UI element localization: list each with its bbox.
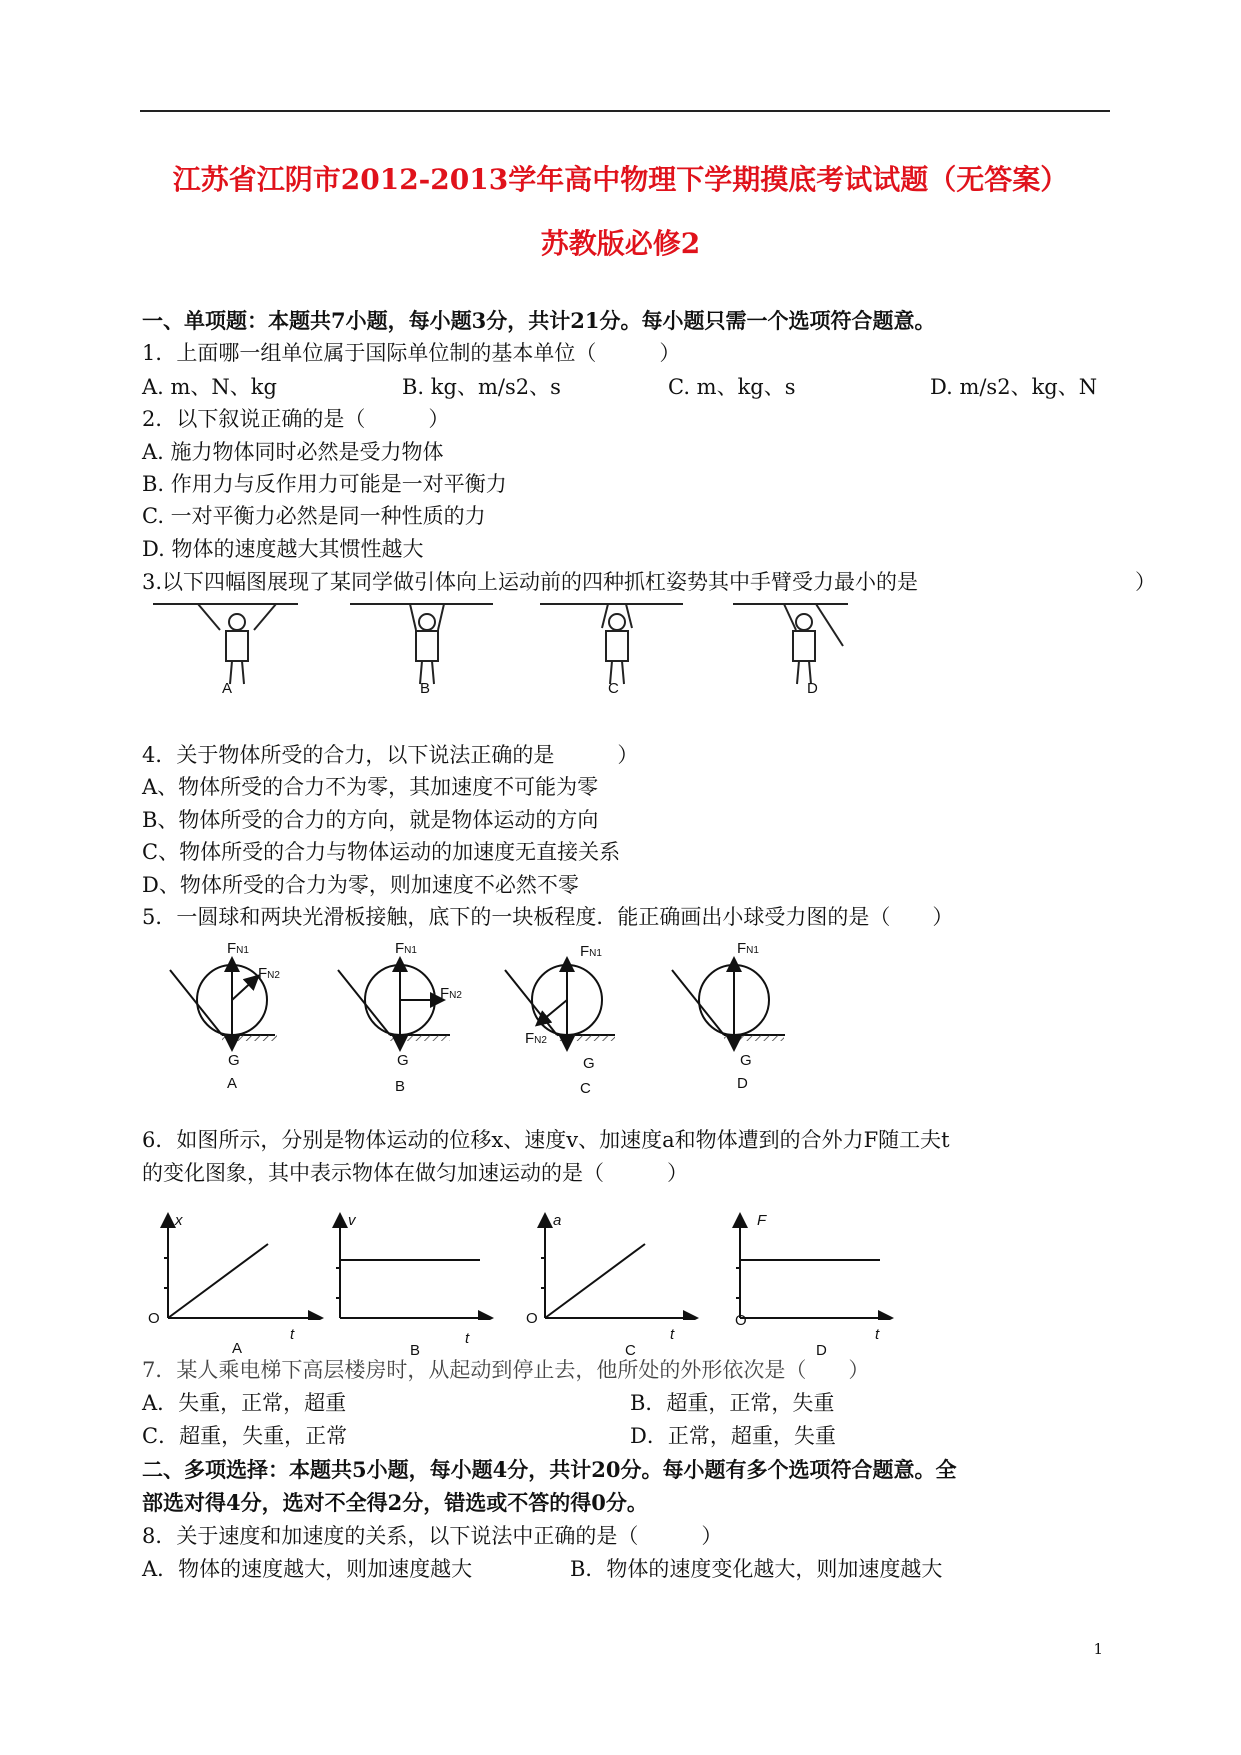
q1-option-b: B. kg、m/s2、s (402, 375, 561, 399)
q8-option-a: A．物体的速度越大，则加速度越大 (142, 1557, 473, 1581)
q6-c-origin: O (526, 1310, 538, 1327)
q2-option-d: D. 物体的速度越大其惯性越大 (142, 537, 424, 561)
header-rule (140, 110, 1110, 112)
q1-stem: 1．上面哪一组单位属于国际单位制的基本单位（ ） (142, 341, 681, 365)
q6-c-ylabel: a (553, 1212, 562, 1229)
q8-option-b: B．物体的速度变化越大，则加速度越大 (570, 1557, 943, 1581)
doc-title-line1: 江苏省江阴市2012-2013学年高中物理下学期摸底考试试题（无答案） (172, 163, 1069, 196)
q3-stem: 3.以下四幅图展现了某同学做引体向上运动前的四种抓杠姿势其中手臂受力最小的是 (142, 570, 919, 594)
q6-a-ylabel: x (175, 1212, 183, 1229)
q7-option-c: C．超重，失重，正常 (142, 1424, 348, 1448)
q2-option-b: B. 作用力与反作用力可能是一对平衡力 (142, 472, 507, 496)
q6-a-origin: O (148, 1310, 160, 1327)
q2-option-c: C. 一对平衡力必然是同一种性质的力 (142, 504, 486, 528)
q6-stem-line1: 6．如图所示，分别是物体运动的位移x、速度v、加速度a和物体遭到的合外力F随工夫t (142, 1128, 950, 1152)
q3-label-d: D (807, 680, 818, 697)
section1-heading: 一、单项题：本题共7小题，每小题3分，共计21分。每小题只需一个选项符合题意。 (142, 308, 936, 333)
q5-label-b: B (395, 1078, 406, 1095)
q6-a-xlabel: t (290, 1326, 295, 1343)
q6-c-label: C (625, 1342, 636, 1359)
q1-option-d: D. m/s2、kg、N (930, 375, 1098, 399)
q5-d-g-label: G (740, 1052, 752, 1069)
q5-label-c: C (580, 1080, 591, 1097)
q5-c-fn1-label: FN1 (580, 943, 602, 960)
q5-b-g-label: G (397, 1052, 409, 1069)
q4-stem: 4．关于物体所受的合力，以下说法正确的是 ） (142, 743, 639, 767)
q2-stem: 2．以下叙说正确的是（ ） (142, 407, 450, 431)
q5-b-fn1-label: FN1 (395, 940, 417, 957)
q6-d-ylabel: F (757, 1212, 767, 1229)
q5-label-a: A (227, 1075, 238, 1092)
q4-option-b: B、物体所受的合力的方向，就是物体运动的方向 (142, 808, 599, 832)
section2-heading-line2: 部选对得4分，选对不全得2分，错选或不答的得0分。 (142, 1490, 648, 1515)
q7-option-b: B．超重，正常，失重 (630, 1391, 835, 1415)
q3-paren: ） (1135, 570, 1156, 594)
q3-label-b: B (420, 680, 431, 697)
q7-option-d: D．正常，超重，失重 (630, 1424, 836, 1448)
q5-c-g-label: G (583, 1055, 595, 1072)
q1-option-c: C. m、kg、s (668, 375, 796, 399)
q1-option-a: A. m、N、kg (142, 375, 277, 399)
q2-option-a: A. 施力物体同时必然是受力物体 (142, 440, 444, 464)
page-number: 1 (1093, 1640, 1103, 1658)
q6-d-label: D (816, 1342, 827, 1359)
q4-option-d: D、物体所受的合力为零，则加速度不必然不零 (142, 873, 579, 897)
q5-force-diagrams (160, 940, 820, 1080)
q6-stem-line2: 的变化图象，其中表示物体在做匀加速运动的是（ ） (142, 1161, 688, 1185)
q6-b-xlabel: t (465, 1330, 470, 1347)
doc-title-line2: 苏教版必修2 (540, 227, 701, 260)
q5-b-fn2-label: FN2 (440, 985, 462, 1002)
q6-c-xlabel: t (670, 1326, 675, 1343)
q7-option-a: A．失重，正常，超重 (142, 1391, 347, 1415)
q6-b-ylabel: v (348, 1212, 356, 1229)
q5-d-fn1-label: FN1 (737, 940, 759, 957)
q5-c-fn2-label: FN2 (525, 1030, 547, 1047)
q3-label-a: A (222, 680, 233, 697)
q5-a-fn2-label: FN2 (258, 965, 280, 982)
q6-d-origin: O (735, 1312, 747, 1329)
q6-b-label: B (410, 1342, 421, 1359)
q3-pullup-figures (148, 598, 868, 708)
q5-stem: 5．一圆球和两块光滑板接触，底下的一块板程度．能正确画出小球受力图的是（ ） (142, 905, 954, 929)
q6-graphs (150, 1200, 910, 1320)
q4-option-c: C、物体所受的合力与物体运动的加速度无直接关系 (142, 840, 621, 864)
q5-label-d: D (737, 1075, 748, 1092)
q3-label-c: C (608, 680, 619, 697)
q8-stem: 8．关于速度和加速度的关系，以下说法中正确的是（ ） (142, 1524, 723, 1548)
q7-stem: 7．某人乘电梯下高层楼房时，从起动到停止去，他所处的外形依次是（ ） (142, 1358, 870, 1382)
section2-heading-line1: 二、多项选择：本题共5小题，每小题4分，共计20分。每小题有多个选项符合题意。全 (142, 1457, 957, 1482)
q4-option-a: A、物体所受的合力不为零，其加速度不可能为零 (142, 775, 599, 799)
q5-a-fn1-label: FN1 (227, 940, 249, 957)
q6-a-label: A (232, 1340, 243, 1357)
q5-a-g-label: G (228, 1052, 240, 1069)
q6-d-xlabel: t (875, 1326, 880, 1343)
